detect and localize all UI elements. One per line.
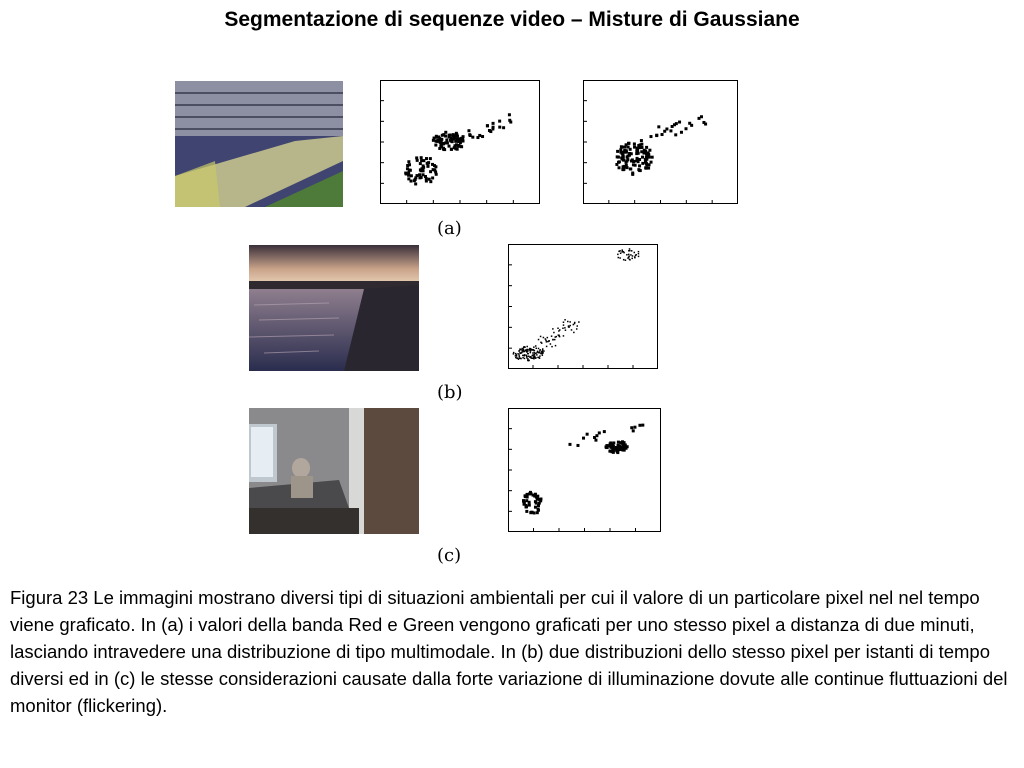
scatter-point [427,164,430,167]
scatter-point [563,324,565,326]
scatter-point [522,499,525,502]
scatter-point [638,256,640,258]
scatter-point [407,160,410,163]
scatter-point [429,157,432,160]
scatter-point [535,357,537,359]
scatter-point [554,339,556,341]
scatter-point [630,254,632,256]
scatter-point [627,257,629,259]
scatter-point [536,354,538,356]
scatter-point [617,254,619,256]
scatter-point [517,353,519,355]
scatter-point [545,338,547,340]
scatter-point [426,162,429,165]
scatter-point [525,499,528,502]
scatter-point [640,146,643,149]
scatter-point [632,255,634,257]
scatter-point [515,353,517,355]
scatter-plot-a-right [583,80,738,204]
scatter-point [550,343,552,345]
scatter-point [489,130,492,133]
scatter-point [524,358,526,360]
scatter-point [702,121,705,124]
scatter-point [637,160,640,163]
scatter-point [498,126,501,129]
scatter-point [631,250,633,252]
scatter-point [434,144,437,147]
scatter-point [508,113,511,116]
scatter-point [552,328,554,330]
scatter-point [574,322,576,324]
scatter-point [674,133,677,136]
scatter-point [548,340,550,342]
scatter-point [547,337,549,339]
scatter-point [498,120,501,123]
scatter-point [573,324,575,326]
scatter-point [406,164,409,167]
scatter-point [629,250,631,252]
panel-label-b: (b) [437,382,463,403]
scatter-point [582,437,585,440]
scatter-point [458,139,461,142]
scatter-point [410,174,413,177]
scatter-point [643,149,646,152]
scatter-point [492,122,495,125]
scatter-point [523,347,525,349]
scatter-point [540,336,542,338]
scatter-point [535,348,537,350]
scatter-point [621,250,623,252]
scatter-point [619,151,622,154]
scatter-point [629,167,632,170]
scatter-point [526,351,528,353]
scatter-point [634,257,636,259]
scatter-point [552,339,554,341]
scatter-point [637,168,640,171]
scatter-point [409,169,412,172]
scatter-point [433,169,436,172]
scatter-point [645,167,648,170]
scatter-point [425,157,428,160]
scatter-point [641,156,644,159]
scatter-point [425,180,428,183]
scatter-point [541,351,543,353]
scatter-point [533,346,535,348]
scatter-point [531,349,533,351]
scatter-points [513,248,640,361]
scatter-point [527,358,529,360]
scatter-points [404,113,512,185]
scatter-point [638,164,641,167]
scatter-plot-a-left [380,80,540,204]
scatter-point [623,165,626,168]
scatter-point [537,508,540,511]
scatter-point [657,125,660,128]
scatter-point [564,327,566,329]
scatter-point [543,350,545,352]
scatter-point [648,163,651,166]
scatter-point [526,496,529,499]
scatter-point [610,446,613,449]
scatter-point [457,144,460,147]
scatter-point [521,348,523,350]
scatter-point [638,253,640,255]
scatter-point [449,140,452,143]
scatter-point [542,354,544,356]
scatter-point [606,444,609,447]
scatter-point [648,149,651,152]
scatter-point [623,150,626,153]
scatter-point [618,257,620,259]
scatter-point [418,173,421,176]
scatter-point [565,329,567,331]
scatter-point [529,511,532,514]
scatter-point [593,436,596,439]
scatter-point [576,328,578,330]
office-monitor-scene-photo [249,408,419,534]
scatter-point [644,161,647,164]
scatter-point [556,336,558,338]
scatter-point [435,136,438,139]
scatter-point [620,441,623,444]
scatter-point [678,121,681,124]
scatter-point [420,159,423,162]
scatter-point [516,355,518,357]
scatter-point [524,354,526,356]
scatter-point [684,127,687,130]
scatter-point [563,321,565,323]
scatter-point [422,173,425,176]
scatter-point [555,345,557,347]
scatter-point [535,353,537,355]
scatter-point [519,352,521,354]
scatter-point [529,356,531,358]
scatter-point [632,163,635,166]
scatter-point [618,166,621,169]
scatter-point [551,335,553,337]
scatter-point [527,360,529,362]
scatter-point [623,259,625,261]
scatter-point [627,142,630,145]
scatter-point [622,446,625,449]
scatter-point [690,124,693,127]
scatter-point [636,147,639,150]
scatter-point [637,152,640,155]
scatter-point [517,358,519,360]
scatter-point [558,330,560,332]
scatter-point [621,146,624,149]
scatter-point [435,173,438,176]
scatter-point [468,133,471,136]
scatter-point [594,439,597,442]
scatter-point [578,321,580,323]
scatter-point [537,504,540,507]
scatter-point [641,162,644,165]
scatter-point [633,426,636,429]
scatter-point [564,319,566,321]
scatter-point [568,443,571,446]
scatter-point [546,346,548,348]
scatter-point [534,352,536,354]
scatter-point [420,156,423,159]
scatter-point [669,129,672,132]
scatter-point [528,504,531,507]
scatter-point [543,337,545,339]
scatter-point [534,506,537,509]
scatter-point [603,430,606,433]
scatter-point [558,334,560,336]
scatter-point [546,341,548,343]
scatter-point [519,356,521,358]
scatter-point [540,342,542,344]
scatter-point [630,426,633,429]
scatter-point [442,147,445,150]
scatter-point [645,156,648,159]
scatter-point [568,325,570,327]
panel-label-c: (c) [437,545,462,566]
scatter-point [532,355,534,357]
scatter-point [615,446,618,449]
scatter-point [680,131,683,134]
scatter-point [453,146,456,149]
scatter-point [641,424,644,427]
scatter-point [542,349,544,351]
scatter-point [533,354,535,356]
scatter-point [429,180,432,183]
scatter-point [432,139,435,142]
scatter-point [526,493,529,496]
scatter-point [618,160,621,163]
scatter-point [486,124,489,127]
scatter-point [553,332,555,334]
scatter-point [450,148,453,151]
scatter-point [618,445,621,448]
scatter-point [520,349,522,351]
scatter-point [431,176,434,179]
scatter-point [414,182,417,185]
parking-lot-scene-photo [175,81,343,207]
scatter-point [419,162,422,165]
scatter-point [625,259,627,261]
scatter-point [671,125,674,128]
scatter-point [586,433,589,436]
scatter-point [616,150,619,153]
scatter-point [532,352,534,354]
scatter-point [492,126,495,129]
scatter-point [538,339,540,341]
scatter-point [422,164,425,167]
scatter-point [525,349,527,351]
scatter-point [628,254,630,256]
scatter-point [538,348,540,350]
scatter-point [630,152,633,155]
scatter-point [420,169,423,172]
scatter-point [638,251,640,253]
scatter-point [440,138,443,141]
scatter-point [515,357,517,359]
scatter-point [615,163,618,166]
scatter-point [518,350,520,352]
scatter-point [628,256,630,258]
scatter-point [661,133,664,136]
scatter-point [650,161,653,164]
scatter-point [527,353,529,355]
scatter-point [534,350,536,352]
scatter-point [539,350,541,352]
scatter-point [569,321,571,323]
scatter-point [449,134,452,137]
scatter-point [439,141,442,144]
scatter-point [700,115,703,118]
scatter-point [414,176,417,179]
scatter-point [622,168,625,171]
scatter-point [534,357,536,359]
scatter-point [524,351,526,353]
scatter-point [623,441,626,444]
scatter-point [525,505,528,508]
scatter-point [522,357,524,359]
scatter-point [633,142,636,145]
panel-label-a: (a) [437,218,462,239]
scatter-point [530,357,532,359]
scatter-point [525,510,528,513]
scatter-plot-b [508,244,658,369]
scatter-point [535,502,538,505]
scatter-point [415,156,418,159]
figure-caption: Figura 23 Le immagini mostrano diversi tipi di situazioni ambientali per cui il valore di un particolare pixel nel nel tempo viene graficato. In (a) i valori della banda Red e Green vengono graficati per uno stesso pixel a distanza di due minuti, lasciando intravedere una distribuzione di tipo multimodale. In (b) due distribuzioni dello stesso pixel per istanti di tempo diversi ed in (c) le stesse considerazioni causate dalla forte variazione di illuminazione dovute alle continue fluttuazioni del monitor (flickering). [10,587,1008,716]
scatter-point [655,134,658,137]
scatter-point [537,351,539,353]
plot-frame [584,81,738,204]
scatter-point [626,158,629,161]
scatter-point [618,251,620,253]
scatter-point [563,335,565,337]
scatter-point [526,355,528,357]
scatter-point [462,135,465,138]
scatter-point [598,431,601,434]
scatter-point [456,148,459,151]
scatter-point [571,329,573,331]
scatter-point [502,126,505,129]
scatter-point [522,355,524,357]
scatter-point [557,328,559,330]
scatter-point [621,448,624,451]
scatter-point [445,139,448,142]
scatter-point [551,346,553,348]
scatter-point [508,119,511,122]
scatter-point [635,255,636,257]
scatter-point [623,146,626,149]
scatter-point [569,325,571,327]
scatter-point [455,132,458,135]
scatter-point [533,495,536,498]
scatter-point [433,164,436,167]
scatter-point [620,253,622,255]
scatter-point [539,357,541,359]
scatter-point [530,352,532,354]
scatter-point [444,135,447,138]
scatter-plot-c [508,408,661,532]
scatter-point [576,444,579,447]
scatter-points [615,115,707,176]
scatter-point [526,346,528,348]
scatter-point [619,257,621,259]
scatter-point [609,441,612,444]
scatter-point [640,139,643,142]
slide-title: Segmentazione di sequenze video – Misture di Gaussiane [224,8,800,31]
scatter-point [481,135,484,138]
scatter-point [632,429,635,432]
scatter-point [467,129,470,132]
scatter-point [634,252,636,254]
scatter-point [626,166,629,169]
scatter-point [535,345,537,347]
scatter-point [620,157,623,160]
scatter-point [530,348,532,350]
scatter-point [639,143,642,146]
scatter-point [539,355,541,357]
scatter-point [626,156,629,159]
scatter-point [528,356,530,358]
scatter-point [631,258,633,260]
scatter-point [407,177,410,180]
scatter-point [567,321,569,323]
scatter-point [651,156,654,159]
scatter-point [625,161,628,164]
scatter-point [629,259,631,261]
scatter-point [631,173,634,176]
scatter-point [619,448,622,451]
scatter-point [562,328,564,330]
scatter-point [513,353,515,355]
scatter-point [436,140,439,143]
scatter-point [442,142,445,145]
scatter-point [448,145,451,148]
scatter-point [429,170,432,173]
scatter-point [629,148,632,151]
scatter-point [626,254,628,256]
river-sunset-scene-photo [249,245,419,371]
scatter-point [629,248,631,250]
scatter-point [521,351,523,353]
scatter-point [633,146,636,149]
scatter-point [573,332,575,334]
scatter-point [452,133,455,136]
scatter-point [545,340,547,342]
scatter-point [638,424,641,427]
scatter-point [645,146,648,149]
scatter-point [441,134,444,137]
scatter-point [478,134,481,137]
scatter-point [577,325,579,327]
scatter-point [471,136,474,139]
scatter-point [649,135,652,138]
scatter-point [630,159,633,162]
scatter-point [617,156,620,159]
scatter-point [539,499,542,502]
scatter-point [665,127,668,130]
scatter-point [520,358,522,360]
scatter-point [538,352,540,354]
scatter-points [522,424,644,515]
scatter-point [647,153,650,156]
scatter-point [420,176,423,179]
